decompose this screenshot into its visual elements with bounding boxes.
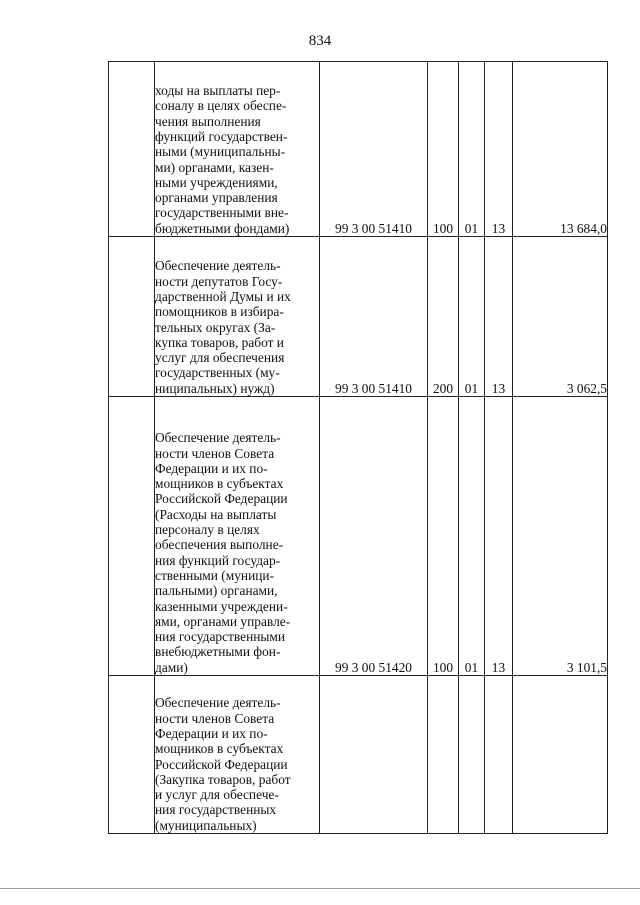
- subsection-code: 13: [485, 62, 513, 237]
- description-cell: [155, 237, 320, 397]
- subsection-code: [485, 676, 513, 834]
- row-description: Обеспечение деятель- ности членов Совета Федерации и их по- мощников в субъектах Российской Федерации (Расходы на выплаты персоналу в целях обеспечения выполне- ния функций государ- ственными (муници- пальными) органами, казенными учреждени- ями, органами управле- ния государственными внебюджетными фон- дами): [155, 430, 291, 675]
- row-number-cell: [109, 676, 155, 834]
- target-article-code: 99 3 00 51410: [320, 237, 428, 397]
- row-description: ходы на выплаты пер- соналу в целях обеспе- чения выполнения функций государствен- ными (муниципальны- ми) органами, казен- ными учреждениями, органами управления государственными вне- бюджетными фондами): [155, 83, 290, 236]
- amount-value: 3 101,5: [513, 397, 608, 676]
- page-number: 834: [308, 33, 332, 49]
- budget-table: [108, 61, 608, 834]
- amount-value: 3 062,5: [513, 237, 608, 397]
- expense-type-code: [428, 676, 459, 834]
- row-number-cell: [109, 397, 155, 676]
- row-description: Обеспечение деятель- ности депутатов Госу- дарственной Думы и их помощников в избира- тельных округах (За- купка товаров, работ и услуг для обеспечения государственных (му- ниципальных) нужд): [155, 258, 291, 396]
- target-article-code: 99 3 00 51410: [320, 62, 428, 237]
- table-row: [109, 676, 608, 834]
- expense-type-code: 200: [428, 237, 459, 397]
- section-code: 01: [459, 62, 485, 237]
- subsection-code: 13: [485, 237, 513, 397]
- target-article-code: [320, 676, 428, 834]
- page-bottom-divider: [0, 888, 640, 889]
- amount-value: [513, 676, 608, 834]
- expense-type-code: 100: [428, 62, 459, 237]
- description-cell: [155, 397, 320, 676]
- target-article-code: 99 3 00 51420: [320, 397, 428, 676]
- expense-type-code: 100: [428, 397, 459, 676]
- row-number-cell: [109, 237, 155, 397]
- subsection-code: 13: [485, 397, 513, 676]
- row-description: Обеспечение деятель- ности членов Совета Федерации и их по- мощников в субъектах Российской Федерации (Закупка товаров, работ и услуг для обеспече- ния государственных (муниципальных): [155, 695, 291, 833]
- section-code: [459, 676, 485, 834]
- table-row: [109, 237, 608, 397]
- table-row: [109, 397, 608, 676]
- section-code: 01: [459, 397, 485, 676]
- row-number-cell: [109, 62, 155, 237]
- description-cell: [155, 676, 320, 834]
- table-row: [109, 62, 608, 237]
- description-cell: [155, 62, 320, 237]
- section-code: 01: [459, 237, 485, 397]
- amount-value: 13 684,0: [513, 62, 608, 237]
